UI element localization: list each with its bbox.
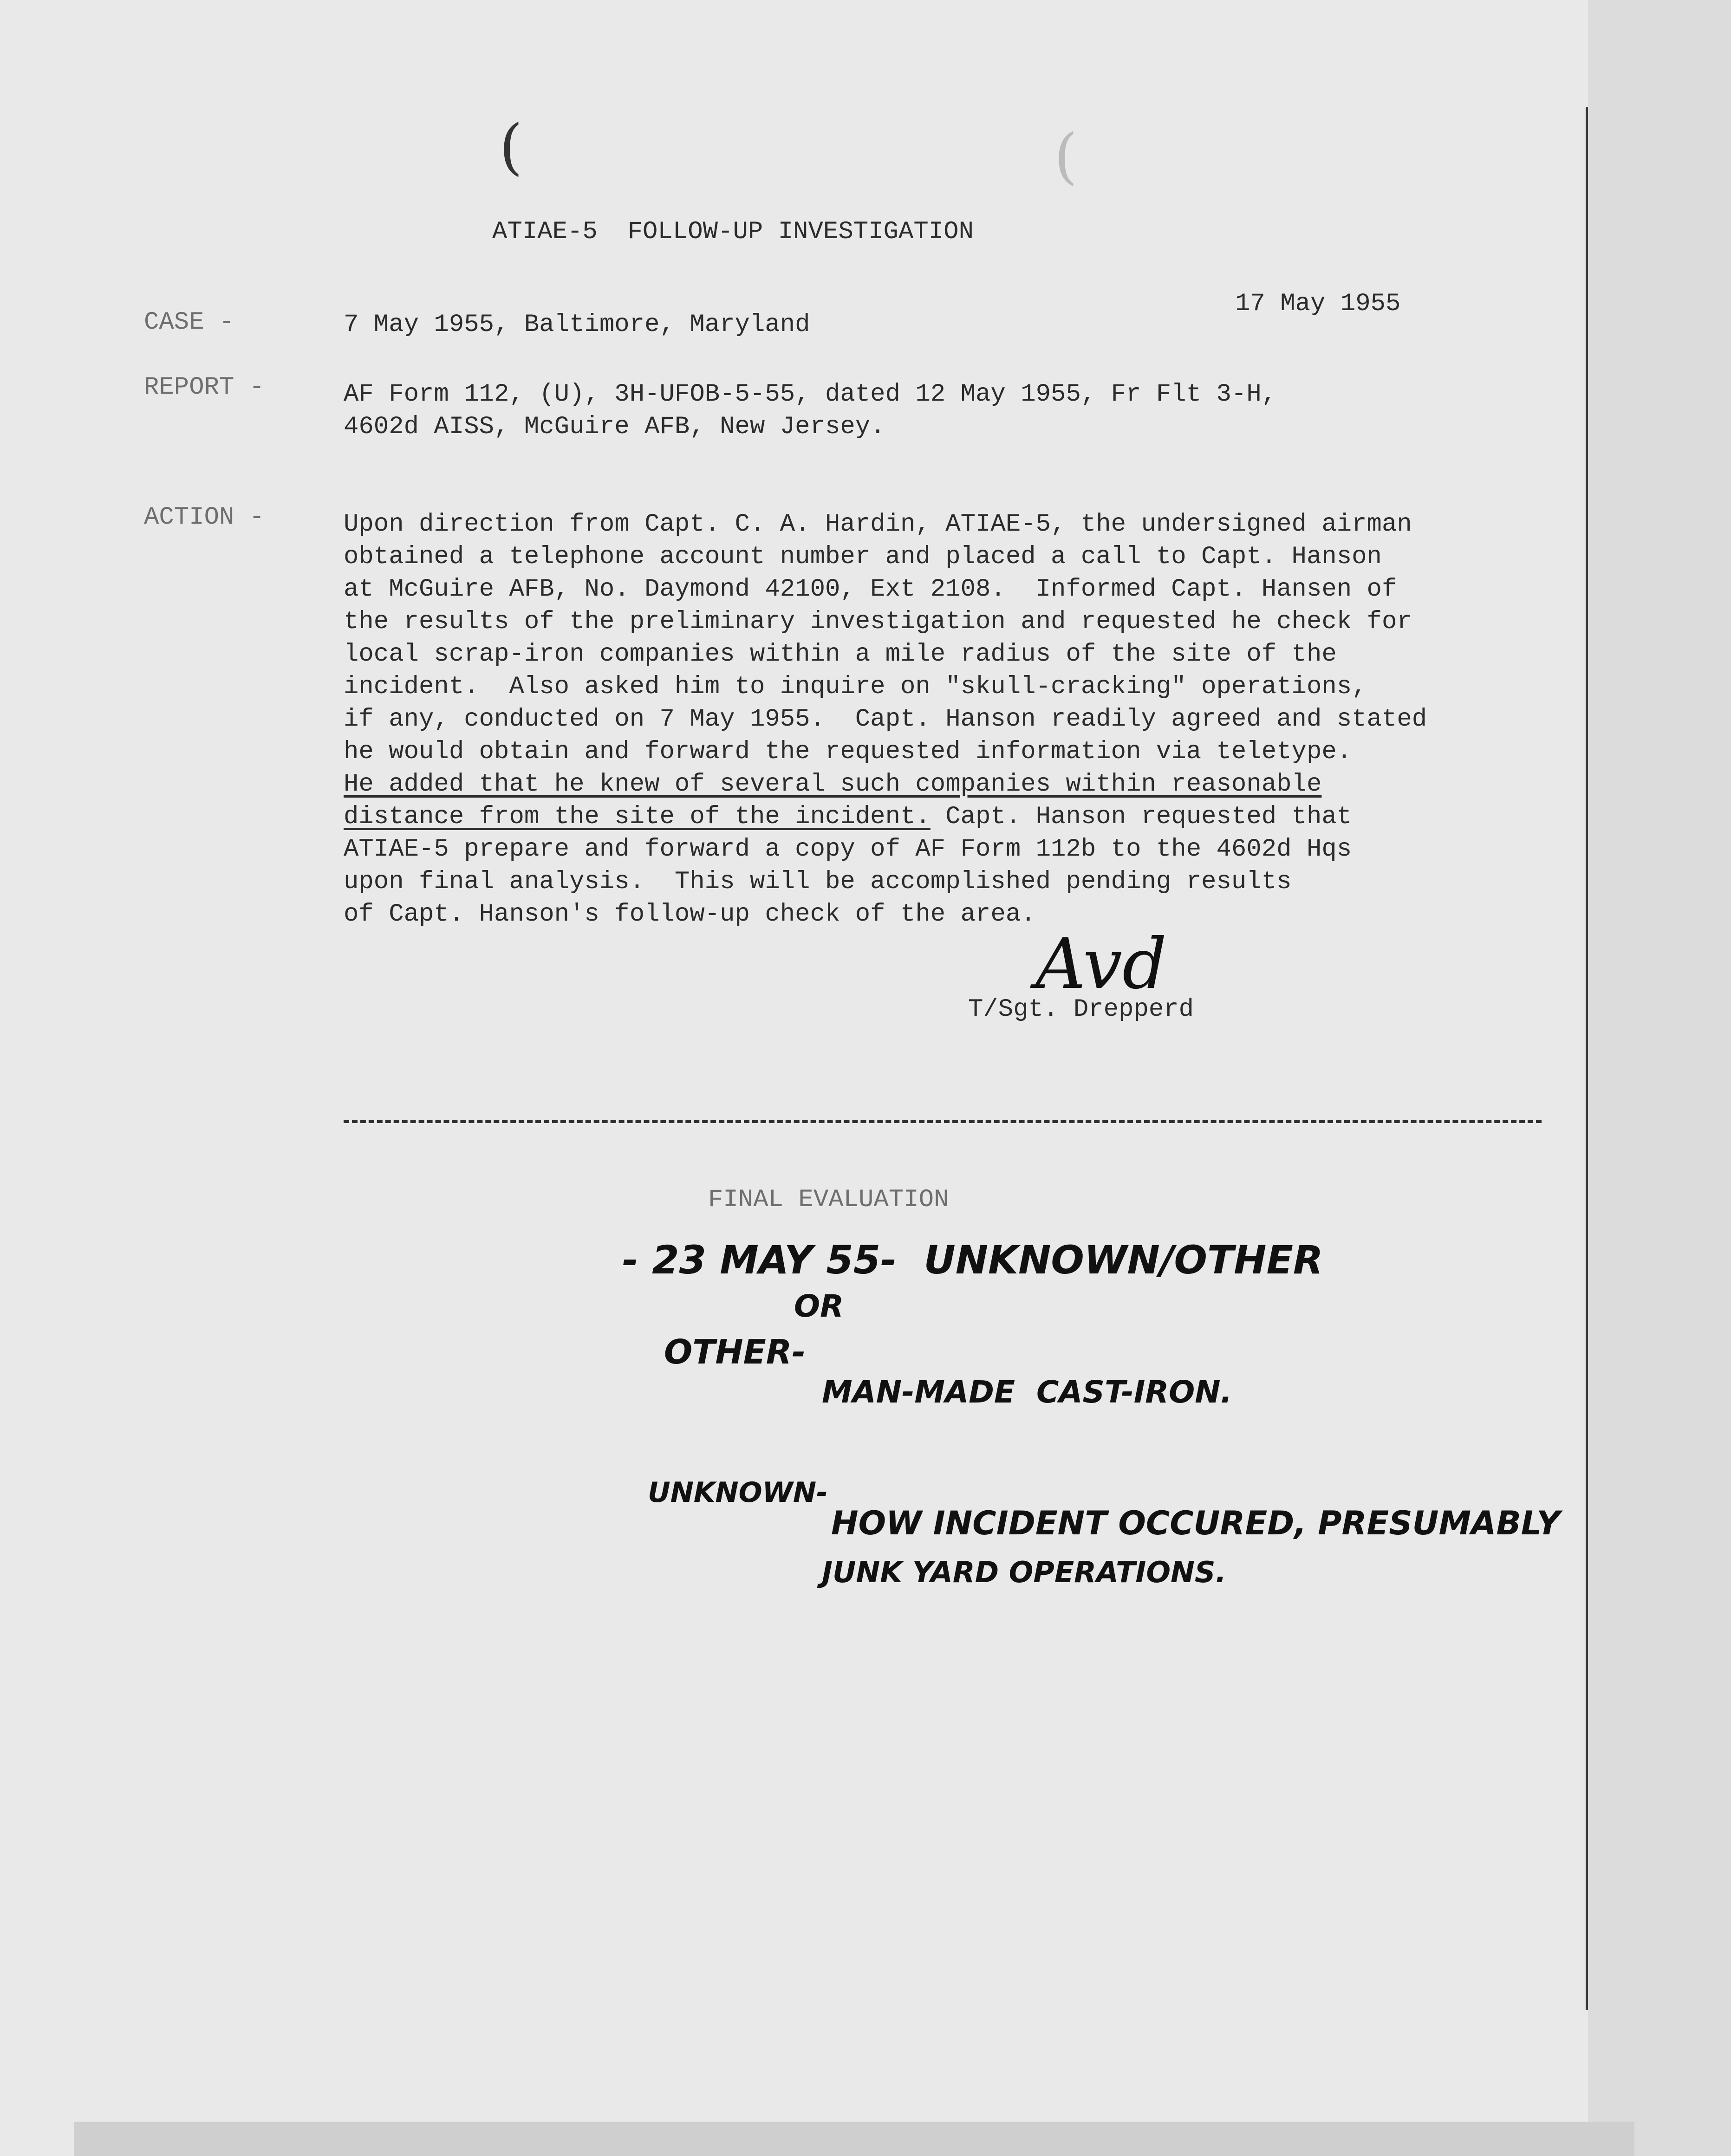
hole-punch-mark-left: (	[499, 111, 523, 182]
action-line: obtained a telephone account number and placed a call to Capt. Hanson	[344, 543, 1382, 571]
case-value: 7 May 1955, Baltimore, Maryland	[344, 311, 810, 339]
action-line: if any, conducted on 7 May 1955. Capt. Hanson readily agreed and stated	[344, 705, 1427, 734]
action-label: ACTION -	[144, 503, 265, 532]
handwritten-note: JUNK YARD OPERATIONS.	[822, 1555, 1227, 1589]
action-line: of Capt. Hanson's follow-up check of the area.	[344, 900, 1036, 929]
handwritten-note: OR	[794, 1288, 844, 1324]
action-line: Upon direction from Capt. C. A. Hardin, ATIAE-5, the undersigned airman	[344, 510, 1412, 539]
hole-punch-mark-right: (	[1054, 121, 1078, 191]
action-line: incident. Also asked him to inquire on "skull-cracking" operations,	[344, 673, 1367, 701]
action-line: at McGuire AFB, No. Daymond 42100, Ext 2108. Informed Capt. Hansen of	[344, 575, 1397, 604]
action-line-tail: Capt. Hanson requested that	[930, 803, 1352, 831]
case-label: CASE -	[144, 308, 234, 337]
handwritten-note: MAN-MADE CAST-IRON.	[822, 1374, 1232, 1410]
handwritten-note: UNKNOWN-	[648, 1476, 828, 1509]
handwritten-note: OTHER-	[664, 1332, 806, 1371]
document-date: 17 May 1955	[1235, 290, 1401, 318]
final-evaluation-heading: FINAL EVALUATION	[708, 1186, 949, 1214]
report-label: REPORT -	[144, 373, 265, 402]
action-line: upon final analysis. This will be accomplished pending results	[344, 868, 1292, 896]
film-margin	[1588, 0, 1731, 2156]
report-line-1: AF Form 112, (U), 3H-UFOB-5-55, dated 12 May 1955, Fr Flt 3-H,	[344, 380, 1277, 409]
handwritten-signature: Avd	[1035, 924, 1167, 1005]
action-line-mixed	[344, 801, 1352, 833]
handwritten-note: - 23 MAY 55- UNKNOWN/OTHER	[622, 1237, 1323, 1283]
action-line: ATIAE-5 prepare and forward a copy of AF Form 112b to the 4602d Hqs	[344, 835, 1352, 864]
action-line: the results of the preliminary investigation and requested he check for	[344, 608, 1412, 636]
handwritten-note: HOW INCIDENT OCCURED, PRESUMABLY	[831, 1504, 1561, 1542]
report-line-2: 4602d AISS, McGuire AFB, New Jersey.	[344, 413, 885, 441]
signature-typed-name: T/Sgt. Drepperd	[968, 995, 1194, 1024]
action-line: local scrap-iron companies within a mile radius of the site of the	[344, 640, 1337, 669]
film-bottom-edge	[74, 2122, 1634, 2156]
page-right-edge	[1586, 107, 1588, 2010]
action-line-underlined: He added that he knew of several such companies within reasonable	[344, 770, 1322, 799]
action-line: he would obtain and forward the requested information via teletype.	[344, 738, 1352, 766]
section-divider	[344, 1120, 1542, 1123]
action-underlined-text: distance from the site of the incident.	[344, 803, 931, 831]
document-title: ATIAE-5 FOLLOW-UP INVESTIGATION	[492, 218, 974, 246]
